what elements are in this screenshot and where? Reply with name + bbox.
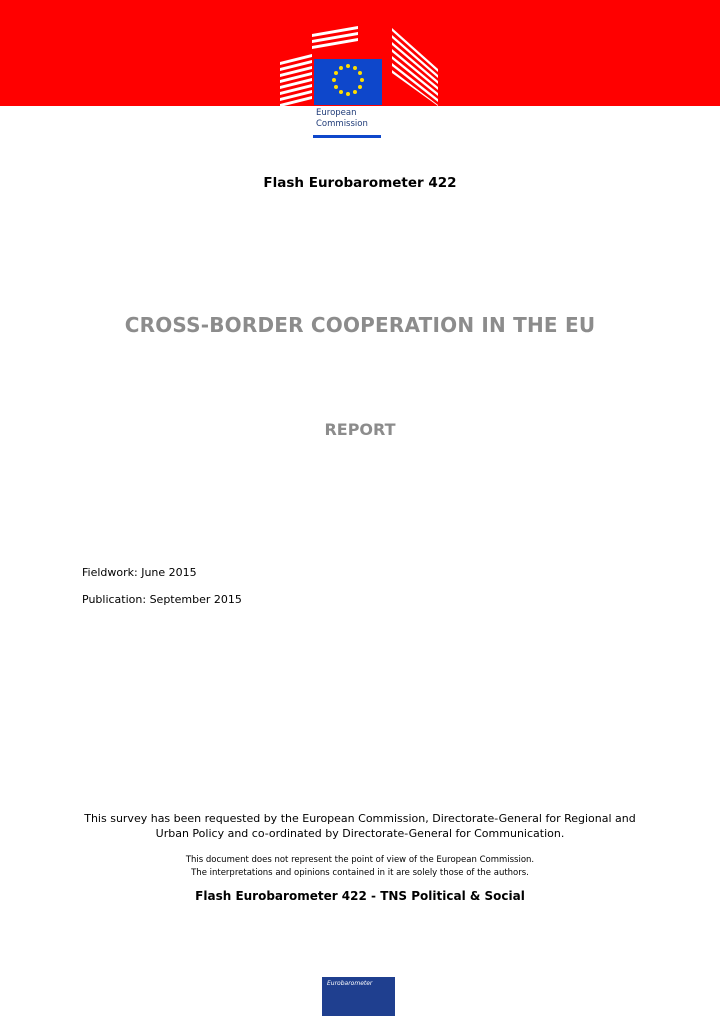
report-main-title: CROSS-BORDER COOPERATION IN THE EU	[124, 313, 596, 337]
survey-request-text: This survey has been requested by the European Commission, Directorate-General for Regional and Urban Policy and co-ordinated by Directorate-General for Communication.	[84, 812, 636, 840]
survey-title: Flash Eurobarometer 422	[263, 175, 457, 191]
logo-line-1: European	[316, 108, 357, 118]
logo-wordmark	[316, 108, 396, 130]
disclaimer	[80, 854, 640, 880]
disclaimer-line-1: This document does not represent the point of view of the European Commission.	[185, 855, 535, 865]
publication-date: Publication: September 2015	[82, 593, 242, 606]
eurobarometer-badge-label: Eurobarometer	[327, 980, 373, 987]
report-label: REPORT	[324, 420, 396, 439]
disclaimer-line-2: The interpretations and opinions contained in it are solely those of the authors.	[191, 868, 529, 878]
logo-line-2: Commission	[316, 119, 368, 129]
logo-underline	[313, 135, 381, 138]
footer-survey-title: Flash Eurobarometer 422 - TNS Political & Social	[195, 889, 525, 903]
fieldwork-date: Fieldwork: June 2015	[82, 566, 197, 579]
eurobarometer-badge	[322, 977, 395, 1016]
building-lines-right	[392, 28, 438, 106]
